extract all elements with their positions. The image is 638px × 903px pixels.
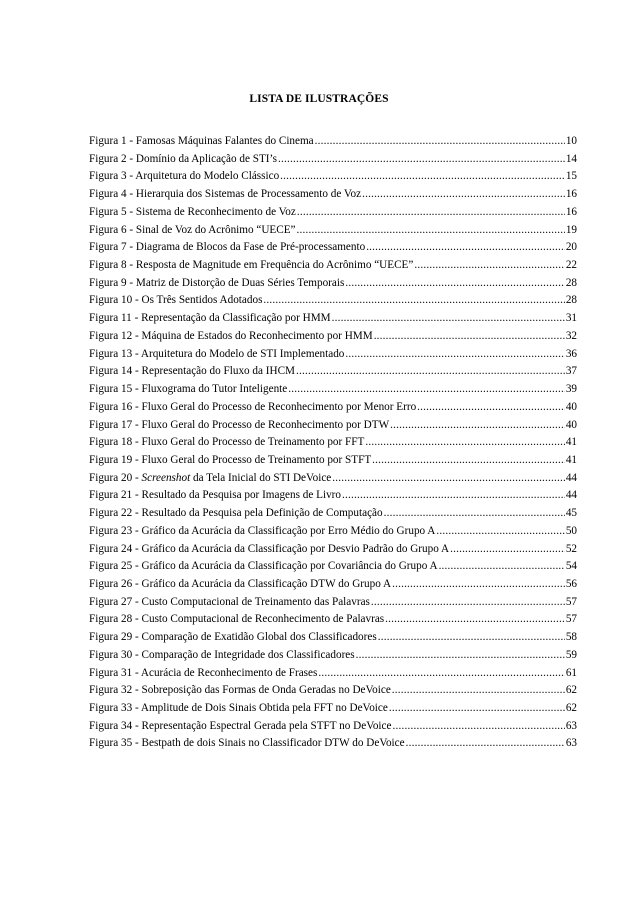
list-item xyxy=(89,718,577,736)
list-item xyxy=(89,381,577,399)
figure-caption-italic: Screenshot xyxy=(141,471,191,484)
dot-leader xyxy=(436,523,564,541)
figure-caption: Figura 10 - Os Três Sentidos Adotados xyxy=(89,294,263,307)
page-number: 52 xyxy=(565,542,577,555)
list-item xyxy=(89,204,577,222)
list-item xyxy=(89,346,577,364)
figure-caption: Figura 21 - Resultado da Pesquisa por Imagens de Livro xyxy=(89,489,341,502)
list-item xyxy=(89,151,577,169)
list-item xyxy=(89,292,577,310)
dot-leader xyxy=(372,452,565,470)
dot-leader xyxy=(278,151,565,169)
figure-caption: Figura 11 - Representação da Classificação por HMM xyxy=(89,312,331,325)
page-number: 28 xyxy=(565,294,577,307)
figure-caption: Figura 23 - Gráfico da Acurácia da Classificação por Erro Médio do Grupo A xyxy=(89,524,436,537)
figure-caption: Figura 27 - Custo Computacional de Treinamento das Palavras xyxy=(89,595,370,608)
dot-leader xyxy=(356,647,565,665)
figure-caption: Figura 3 - Arquitetura do Modelo Clássico xyxy=(89,170,280,183)
figure-caption: Figura 17 - Fluxo Geral do Processo de Reconhecimento por DTW xyxy=(89,418,390,431)
page-number: 58 xyxy=(565,631,577,644)
figure-caption: Figura 35 - Bestpath de dois Sinais no Classificador DTW do DeVoice xyxy=(89,737,405,750)
list-item xyxy=(89,647,577,665)
page-number: 57 xyxy=(565,613,577,626)
dot-leader xyxy=(365,434,564,452)
figure-caption: Figura 31 - Acurácia de Reconhecimento de Frases xyxy=(89,666,318,679)
dot-leader xyxy=(389,700,565,718)
list-item xyxy=(89,700,577,718)
dot-leader xyxy=(439,558,565,576)
dot-leader xyxy=(374,328,565,346)
list-item xyxy=(89,257,577,275)
figure-caption xyxy=(89,470,331,488)
dot-leader xyxy=(366,239,565,257)
page-title: LISTA DE ILUSTRAÇÕES xyxy=(249,93,389,105)
page-number: 50 xyxy=(565,524,577,537)
figure-caption: Figura 24 - Gráfico da Acurácia da Classificação por Desvio Padrão do Grupo A xyxy=(89,542,450,555)
dot-leader xyxy=(318,665,564,683)
list-item xyxy=(89,735,577,753)
list-item xyxy=(89,523,577,541)
page-number: 40 xyxy=(565,400,577,413)
page-number: 61 xyxy=(565,666,577,679)
list-item xyxy=(89,611,577,629)
list-item xyxy=(89,222,577,240)
figure-caption: Figura 8 - Resposta de Magnitude em Frequência do Acrônimo “UECE” xyxy=(89,259,414,272)
page-number: 14 xyxy=(565,152,577,165)
dot-leader xyxy=(296,363,565,381)
list-item xyxy=(89,487,577,505)
list-item xyxy=(89,328,577,346)
figure-caption: Figura 9 - Matriz de Distorção de Duas Séries Temporais xyxy=(89,276,345,289)
page-number: 63 xyxy=(565,719,577,732)
dot-leader xyxy=(297,204,565,222)
page-number: 16 xyxy=(565,188,577,201)
list-item xyxy=(89,417,577,435)
figure-caption: Figura 34 - Representação Espectral Gerada pela STFT no DeVoice xyxy=(89,719,392,732)
dot-leader xyxy=(385,611,565,629)
list-item xyxy=(89,168,577,186)
page-number: 39 xyxy=(565,383,577,396)
page-number: 62 xyxy=(565,684,577,697)
list-item xyxy=(89,682,577,700)
list-item xyxy=(89,310,577,328)
list-item xyxy=(89,399,577,417)
dot-leader xyxy=(414,257,564,275)
page-number: 41 xyxy=(565,453,577,466)
page-number: 44 xyxy=(565,471,577,484)
page-number: 37 xyxy=(565,365,577,378)
dot-leader xyxy=(297,222,565,240)
dot-leader xyxy=(345,346,564,364)
list-item xyxy=(89,594,577,612)
dot-leader xyxy=(392,718,564,736)
list-item xyxy=(89,133,577,151)
list-item xyxy=(89,434,577,452)
list-item xyxy=(89,470,577,488)
illustrations-list xyxy=(89,133,577,753)
list-item xyxy=(89,275,577,293)
page-number: 40 xyxy=(565,418,577,431)
list-item xyxy=(89,186,577,204)
dot-leader xyxy=(280,168,565,186)
figure-caption: Figura 5 - Sistema de Reconhecimento de Voz xyxy=(89,205,296,218)
dot-leader xyxy=(417,399,565,417)
page-number: 20 xyxy=(565,241,577,254)
page-number: 15 xyxy=(565,170,577,183)
figure-caption: Figura 29 - Comparação de Exatidão Global dos Classificadores xyxy=(89,631,377,644)
page-number: 10 xyxy=(565,135,577,147)
page-number: 59 xyxy=(565,648,577,661)
figure-caption: Figura 13 - Arquitetura do Modelo de STI Implementado xyxy=(89,347,345,360)
figure-caption: Figura 16 - Fluxo Geral do Processo de Reconhecimento por Menor Erro xyxy=(89,400,417,413)
figure-caption: Figura 30 - Comparação de Integridade dos Classificadores xyxy=(89,648,355,661)
list-item xyxy=(89,629,577,647)
figure-caption: Figura 26 - Gráfico da Acurácia da Classificação DTW do Grupo A xyxy=(89,577,392,590)
figure-caption: Figura 7 - Diagrama de Blocos da Fase de Pré-processamento xyxy=(89,241,366,254)
figure-caption-suffix: da Tela Inicial do STI DeVoice xyxy=(190,471,332,484)
dot-leader xyxy=(390,417,565,435)
figure-caption: Figura 19 - Fluxo Geral do Processo de Treinamento por STFT xyxy=(89,453,372,466)
figure-caption: Figura 2 - Domínio da Aplicação de STI’s xyxy=(89,152,277,165)
page-number: 45 xyxy=(565,507,577,520)
dot-leader xyxy=(263,292,564,310)
figure-caption: Figura 15 - Fluxograma do Tutor Inteligente xyxy=(89,383,288,396)
dot-leader xyxy=(392,576,565,594)
dot-leader xyxy=(362,186,565,204)
page-number: 32 xyxy=(565,329,577,342)
figure-caption-prefix: Figura 20 - xyxy=(89,471,142,484)
figure-caption: Figura 22 - Resultado da Pesquisa pela Definição de Computação xyxy=(89,507,383,520)
page-number: 44 xyxy=(565,489,577,502)
figure-caption: Figura 18 - Fluxo Geral do Processo de Treinamento por FFT xyxy=(89,436,365,449)
list-item xyxy=(89,505,577,523)
figure-caption: Figura 4 - Hierarquia dos Sistemas de Processamento de Voz xyxy=(89,188,362,201)
dot-leader xyxy=(406,735,565,753)
page-number: 57 xyxy=(565,595,577,608)
figure-caption: Figura 6 - Sinal de Voz do Acrônimo “UECE” xyxy=(89,223,296,236)
dot-leader xyxy=(345,275,564,293)
list-item xyxy=(89,665,577,683)
page-number: 36 xyxy=(565,347,577,360)
list-item xyxy=(89,239,577,257)
page-number: 22 xyxy=(565,259,577,272)
figure-caption: Figura 14 - Representação do Fluxo da IHCM xyxy=(89,365,295,378)
dot-leader xyxy=(332,470,565,488)
page-number: 41 xyxy=(565,436,577,449)
dot-leader xyxy=(384,505,565,523)
figure-caption: Figura 28 - Custo Computacional de Reconhecimento de Palavras xyxy=(89,613,385,626)
figure-caption: Figura 25 - Gráfico da Acurácia da Classificação por Covariância do Grupo A xyxy=(89,560,438,573)
figure-caption: Figura 1 - Famosas Máquinas Falantes do Cinema xyxy=(89,135,314,147)
page-number: 16 xyxy=(565,205,577,218)
dot-leader xyxy=(315,133,565,151)
dot-leader xyxy=(392,682,565,700)
page-number: 54 xyxy=(565,560,577,573)
page-number: 31 xyxy=(565,312,577,325)
page-number: 63 xyxy=(565,737,577,750)
dot-leader xyxy=(450,541,565,559)
list-item xyxy=(89,576,577,594)
page-number: 62 xyxy=(565,702,577,714)
page-number: 28 xyxy=(565,276,577,289)
figure-caption: Figura 32 - Sobreposição das Formas de Onda Geradas no DeVoice xyxy=(89,684,391,697)
list-item xyxy=(89,541,577,559)
dot-leader xyxy=(288,381,565,399)
list-item xyxy=(89,558,577,576)
dot-leader xyxy=(332,310,565,328)
page-number: 19 xyxy=(565,223,577,236)
dot-leader xyxy=(378,629,565,647)
dot-leader xyxy=(371,594,565,612)
figure-caption: Figura 12 - Máquina de Estados do Reconhecimento por HMM xyxy=(89,329,373,342)
list-item xyxy=(89,452,577,470)
page-number: 56 xyxy=(565,577,577,590)
list-item xyxy=(89,363,577,381)
figure-caption: Figura 33 - Amplitude de Dois Sinais Obtida pela FFT no DeVoice xyxy=(89,702,388,714)
dot-leader xyxy=(342,487,565,505)
